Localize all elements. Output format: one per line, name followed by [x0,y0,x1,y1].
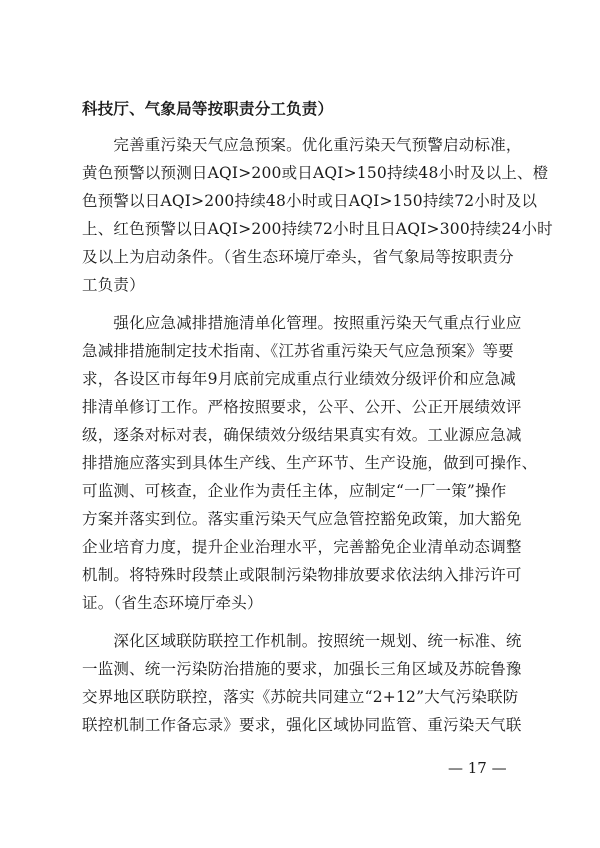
text-line: 联控机制工作备忘录》要求，强化区域协同监管、重污染天气联 [82,716,522,734]
text-line: 工负责） [82,276,145,294]
text-line: 上、红色预警以日AQI>200持续72小时且日AQI>300持续24小时 [82,220,553,238]
text-line: 求，各设区市每年9月底前完成重点行业绩效分级评价和应急减 [82,370,516,388]
text-line: 可监测、可核查，企业作为责任主体，应制定“一厂一策”操作 [82,482,507,500]
text-line: 企业培育力度，提升企业治理水平，完善豁免企业清单动态调整 [82,538,522,556]
text-line: 方案并落实到位。落实重污染天气应急管控豁免政策，加大豁免 [82,510,522,528]
text-line: 急减排措施制定技术指南、《江苏省重污染天气应急预案》等要 [82,342,514,360]
text-line: 强化应急减排措施清单化管理。按照重污染天气重点行业应 [82,314,522,332]
text-line: 排清单修订工作。严格按照要求，公平、公开、公正开展绩效评 [82,398,522,416]
text-line: 一监测、统一污染防治措施的要求，加强长三角区域及苏皖鲁豫 [82,660,522,678]
text-line: 色预警以日AQI>200持续48小时或日AQI>150持续72小时及以 [82,192,538,210]
text-line: 科技厅、气象局等按职责分工负责） [82,99,334,118]
text-line: 交界地区联防联控，落实《苏皖共同建立“2+12”大气污染联防 [82,688,519,706]
text-line: 完善重污染天气应急预案。优化重污染天气预警启动标准， [82,136,522,154]
text-line: 深化区域联防联控工作机制。按照统一规划、统一标准、统 [82,632,522,650]
page-number: — 17 — [448,759,507,777]
text-line: 及以上为启动条件。（省生态环境厅牵头，省气象局等按职责分 [82,248,514,266]
text-line: 机制。将特殊时段禁止或限制污染物排放要求依法纳入排污许可 [82,566,522,584]
text-line: 级，逐条对标对表，确保绩效分级结果真实有效。工业源应急减 [82,426,522,444]
text-line: 证。（省生态环境厅牵头） [82,594,263,612]
text-line: 排措施应落实到具体生产线、生产环节、生产设施，做到可操作、 [82,454,538,472]
text-line: 黄色预警以预测日AQI>200或日AQI>150持续48小时及以上、橙 [82,164,549,182]
